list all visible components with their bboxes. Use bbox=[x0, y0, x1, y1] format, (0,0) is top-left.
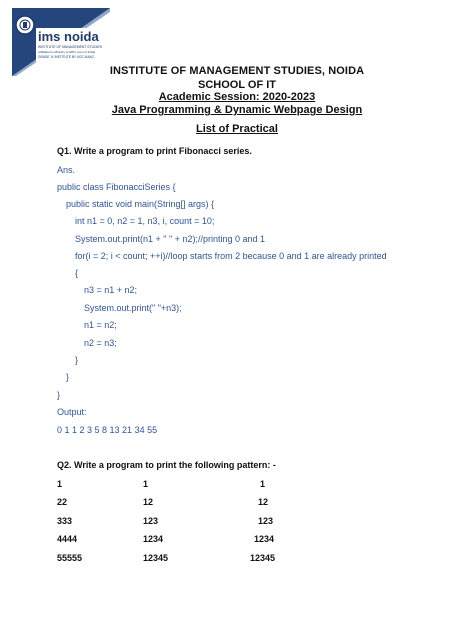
pattern-cell: 333 bbox=[57, 516, 73, 526]
code-line: public static void main(String[] args) { bbox=[66, 199, 215, 209]
code-line: n1 = n2; bbox=[84, 320, 117, 330]
logo-line-2: (Affiliated to Ministry of HRD, Govt of India) bbox=[38, 50, 96, 54]
pattern-cell: 22 bbox=[57, 497, 68, 507]
logo-line-3: GRADE 'A' INSTITUTE BY UGC-NAAC bbox=[38, 55, 94, 59]
pattern-cell: 12345 bbox=[143, 553, 169, 563]
pattern-cell: 1234 bbox=[254, 534, 275, 544]
list-text: List of Practical bbox=[196, 123, 278, 135]
code-line: } bbox=[66, 372, 70, 382]
code-line: public class FibonacciSeries { bbox=[57, 182, 176, 192]
pattern-cell: 123 bbox=[143, 516, 159, 526]
pattern-cell: 1234 bbox=[143, 534, 164, 544]
pattern-cell: 4444 bbox=[57, 534, 78, 544]
code-line: int n1 = 0, n2 = 1, n3, i, count = 10; bbox=[75, 216, 215, 226]
q1-question: Q1. Write a program to print Fibonacci series. bbox=[57, 146, 252, 156]
q2-question: Q2. Write a program to print the following pattern: - bbox=[57, 460, 276, 470]
code-line: } bbox=[75, 355, 79, 365]
pattern-cell: 1 bbox=[57, 479, 63, 489]
logo-line-1: INSTITUTE OF MANAGEMENT STUDIES bbox=[38, 45, 102, 49]
code-line: n3 = n1 + n2; bbox=[84, 285, 138, 295]
code-line: } bbox=[57, 390, 61, 400]
code-line: { bbox=[75, 268, 79, 278]
pattern-cell: 55555 bbox=[57, 553, 83, 563]
output-value: 0 1 1 2 3 5 8 13 21 34 55 bbox=[57, 425, 158, 435]
course-text: Java Programming & Dynamic Webpage Design bbox=[111, 104, 363, 116]
code-line: for(i = 2; i < count; ++i)//loop starts from 2 because 0 and 1 are already printed bbox=[75, 251, 387, 261]
code-line: System.out.print(n1 + " " + n2);//printing 0 and 1 bbox=[75, 234, 265, 244]
pattern-cell: 12345 bbox=[250, 553, 276, 563]
code-line: System.out.print(" "+n3); bbox=[84, 303, 182, 313]
institute-title: INSTITUTE OF MANAGEMENT STUDIES, NOIDA bbox=[109, 65, 365, 77]
school-title: SCHOOL OF IT bbox=[197, 79, 277, 91]
session-text: Academic Session: 2020-2023 bbox=[158, 91, 316, 103]
logo-brand-text: ims noida bbox=[38, 29, 99, 44]
course-title bbox=[0, 104, 474, 116]
list-title bbox=[0, 123, 474, 135]
output-label: Output: bbox=[57, 407, 87, 417]
pattern-cell: 12 bbox=[258, 497, 269, 507]
pattern-cell: 1 bbox=[260, 479, 266, 489]
pattern-cell: 12 bbox=[143, 497, 154, 507]
code-line: n2 = n3; bbox=[84, 338, 117, 348]
pattern-cell: 1 bbox=[143, 479, 149, 489]
code-line: Ans. bbox=[57, 165, 76, 175]
pattern-cell: 123 bbox=[258, 516, 274, 526]
session-title bbox=[0, 91, 474, 103]
